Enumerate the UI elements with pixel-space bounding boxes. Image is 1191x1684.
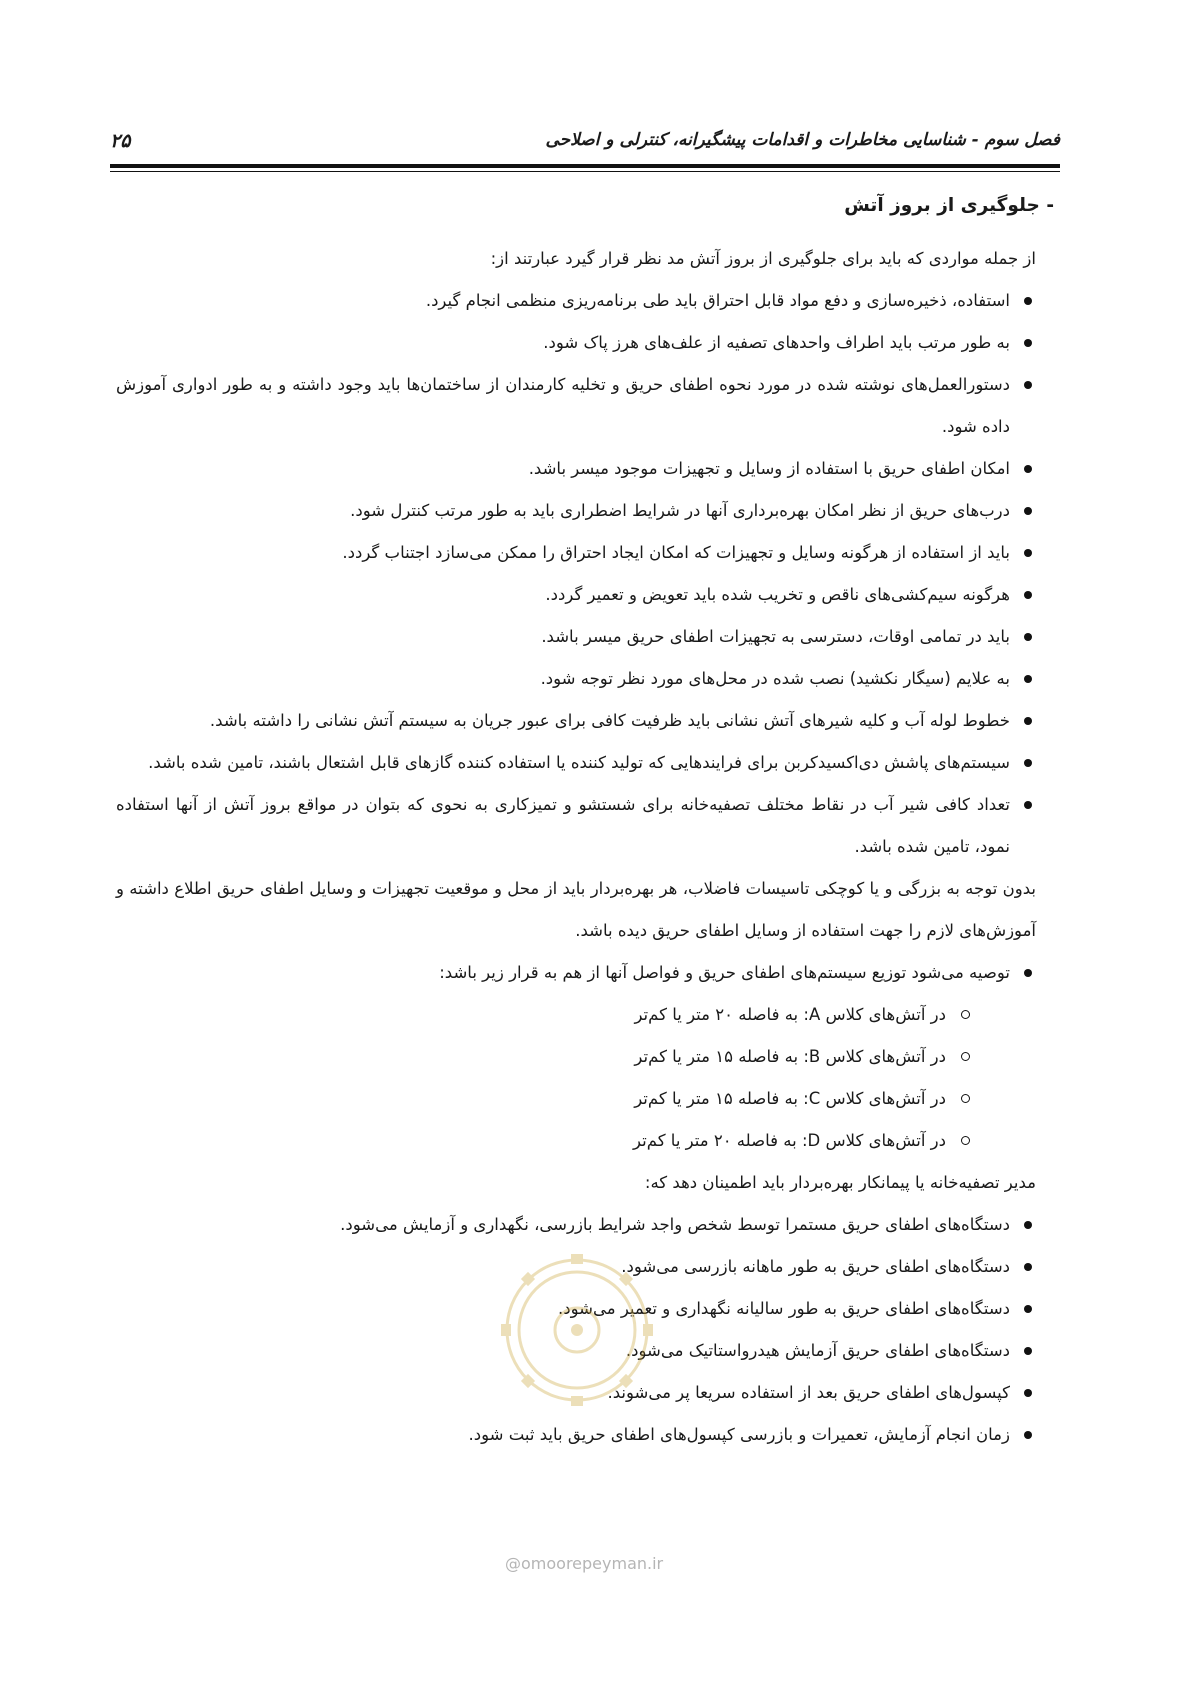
list-item: دستورالعمل‌های نوشته شده در مورد نحوه اطفای حریق و تخلیه کارمندان از ساختمان‌ها باید وجود داشته و به طور ادواری آموزش داده شود. xyxy=(116,364,1054,448)
sub-list-item: در آتش‌های کلاس A: به فاصله ۲۰ متر یا کم‌تر xyxy=(116,994,1054,1036)
list-item: دستگاه‌های اطفای حریق به طور ماهانه بازرسی می‌شود. xyxy=(116,1246,1054,1288)
circle-bullet-icon xyxy=(961,1136,970,1145)
list-item: استفاده، ذخیره‌سازی و دفع مواد قابل احتراق باید طی برنامه‌ریزی منظمی انجام گیرد. xyxy=(116,280,1054,322)
manager-paragraph: مدیر تصفیه‌خانه یا پیمانکار بهره‌بردار باید اطمینان دهد که: xyxy=(644,1173,1036,1192)
bullet-icon xyxy=(1024,1305,1032,1313)
list-item: خطوط لوله آب و کلیه شیرهای آتش نشانی باید ظرفیت کافی برای عبور جریان به سیستم آتش نشانی را داشته باشد. xyxy=(116,700,1054,742)
awareness-paragraph: بدون توجه به بزرگی و یا کوچکی تاسیسات فاضلاب، هر بهره‌بردار باید از محل و موقعیت تجهیزات و وسایل اطفای حریق اطلاع داشته و آموزش‌های لازم را جهت استفاده از وسایل اطفای حریق دیده باشد. xyxy=(116,879,1036,940)
distribution-list xyxy=(116,952,1054,994)
bullet-icon xyxy=(1024,717,1032,725)
page-number: ۲۵ xyxy=(110,130,131,152)
bullet-icon xyxy=(1024,507,1032,515)
circle-bullet-icon xyxy=(961,1052,970,1061)
header-rule-thick xyxy=(110,164,1060,168)
bullet-icon xyxy=(1024,633,1032,641)
list-item: دستگاه‌های اطفای حریق مستمرا توسط شخص واجد شرایط بازرسی، نگهداری و آزمایش می‌شود. xyxy=(116,1204,1054,1246)
list-item: سیستم‌های پاشش دی‌اکسیدکربن برای فرایندهایی که تولید کننده یا استفاده کننده گازهای قابل اشتعال باشند، تامین شده باشد. xyxy=(116,742,1054,784)
list-item: زمان انجام آزمایش، تعمیرات و بازرسی کپسول‌های اطفای حریق باید ثبت شود. xyxy=(116,1414,1054,1456)
bullet-icon xyxy=(1024,339,1032,347)
sub-list-item: در آتش‌های کلاس C: به فاصله ۱۵ متر یا کم‌تر xyxy=(116,1078,1054,1120)
list-item: تعداد کافی شیر آب در نقاط مختلف تصفیه‌خانه برای شستشو و تمیزکاری به نحوی که بتوان در مواقع بروز آتش از آنها استفاده نمود، تامین شده باشد. xyxy=(116,784,1054,868)
bullet-icon xyxy=(1024,591,1032,599)
list-item: باید از استفاده از هرگونه وسایل و تجهیزات که امکان ایجاد احتراق را ممکن می‌سازد اجتناب گردد. xyxy=(116,532,1054,574)
list-item: امکان اطفای حریق با استفاده از وسایل و تجهیزات موجود میسر باشد. xyxy=(116,448,1054,490)
fire-prevention-list xyxy=(116,280,1054,868)
fire-class-list xyxy=(116,994,1054,1162)
section-title: - جلوگیری از بروز آتش xyxy=(844,195,1054,216)
bullet-icon xyxy=(1024,801,1032,809)
header-rule-thin xyxy=(110,171,1060,172)
bullet-icon xyxy=(1024,1347,1032,1355)
sub-list-item: در آتش‌های کلاس B: به فاصله ۱۵ متر یا کم‌تر xyxy=(116,1036,1054,1078)
list-item: به علایم (سیگار نکشید) نصب شده در محل‌های مورد نظر توجه شود. xyxy=(116,658,1054,700)
website-watermark: @omoorepeyman.ir xyxy=(505,1554,664,1573)
bullet-icon xyxy=(1024,465,1032,473)
stamp-logo-icon xyxy=(497,1240,657,1410)
list-item: هرگونه سیم‌کشی‌های ناقص و تخریب شده باید تعویض و تعمیر گردد. xyxy=(116,574,1054,616)
chapter-title: فصل سوم - شناسایی مخاطرات و اقدامات پیشگیرانه، کنترلی و اصلاحی xyxy=(545,130,1060,150)
bullet-icon xyxy=(1024,675,1032,683)
list-item: دستگاه‌های اطفای حریق آزمایش هیدرواستاتیک می‌شود. xyxy=(116,1330,1054,1372)
list-item: درب‌های حریق از نظر امکان بهره‌برداری آنها در شرایط اضطراری باید به طور مرتب کنترل شود. xyxy=(116,490,1054,532)
circle-bullet-icon xyxy=(961,1094,970,1103)
bullet-icon xyxy=(1024,1221,1032,1229)
circle-bullet-icon xyxy=(961,1010,970,1019)
bullet-icon xyxy=(1024,297,1032,305)
bullet-icon xyxy=(1024,1263,1032,1271)
list-item: کپسول‌های اطفای حریق بعد از استفاده سریعا پر می‌شوند. xyxy=(116,1372,1054,1414)
bullet-icon xyxy=(1024,1389,1032,1397)
list-item: توصیه می‌شود توزیع سیستم‌های اطفای حریق و فواصل آنها از هم به قرار زیر باشد: xyxy=(116,952,1054,994)
page-header xyxy=(110,120,1060,160)
bullet-icon xyxy=(1024,759,1032,767)
sub-list-item: در آتش‌های کلاس D: به فاصله ۲۰ متر یا کم‌تر xyxy=(116,1120,1054,1162)
bullet-icon xyxy=(1024,969,1032,977)
bullet-icon xyxy=(1024,549,1032,557)
bullet-icon xyxy=(1024,1431,1032,1439)
list-item: باید در تمامی اوقات، دسترسی به تجهیزات اطفای حریق میسر باشد. xyxy=(116,616,1054,658)
list-item: دستگاه‌های اطفای حریق به طور سالیانه نگهداری و تعمیر می‌شود. xyxy=(116,1288,1054,1330)
list-item: به طور مرتب باید اطراف واحدهای تصفیه از علف‌های هرز پاک شود. xyxy=(116,322,1054,364)
bullet-icon xyxy=(1024,381,1032,389)
intro-paragraph: از جمله مواردی که باید برای جلوگیری از بروز آتش مد نظر قرار گیرد عبارتند از: xyxy=(490,249,1036,268)
